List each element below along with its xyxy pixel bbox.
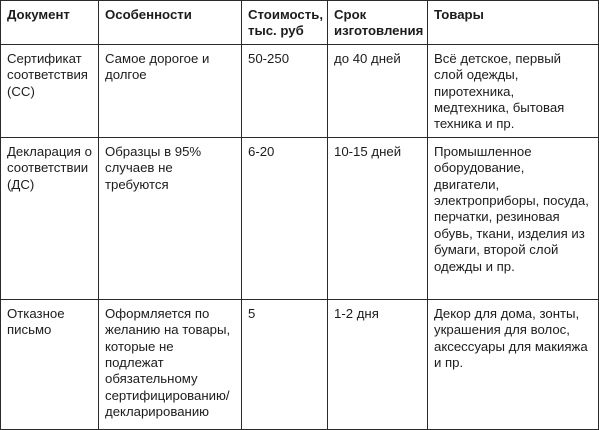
cell-goods: Декор для дома, зонты, украшения для волос, аксессуары для макияжа и пр. [428,299,599,429]
table-row [1,299,599,429]
cell-duration: 1-2 дня [328,299,428,429]
table-row [1,44,599,137]
cell-cost: 50-250 [242,44,328,137]
cell-features: Образцы в 95% случаев не требуются [99,137,242,299]
table-header-row [1,1,599,45]
cell-duration: до 40 дней [328,44,428,137]
header-cost: Стоимость, тыс. руб [242,1,328,45]
header-features: Особенности [99,1,242,45]
cell-document: Сертификат соответствия (СС) [1,44,99,137]
cell-goods: Промышленное оборудование, двигатели, электроприборы, посуда, перчатки, резиновая обувь, ткани, изделия из бумаги, второй слой одежды и пр. [428,137,599,299]
cell-document: Отказное письмо [1,299,99,429]
cell-goods: Всё детское, первый слой одежды, пиротехника, медтехника, бытовая техника и пр. [428,44,599,137]
header-goods: Товары [428,1,599,45]
cell-cost: 5 [242,299,328,429]
cell-document: Декларация о соответствии (ДС) [1,137,99,299]
header-document: Документ [1,1,99,45]
cell-cost: 6-20 [242,137,328,299]
table-row [1,137,599,299]
cell-features: Оформляется по желанию на товары, которые не подлежат обязательному сертифицированию/ декларированию [99,299,242,429]
header-duration: Срок изготовления [328,1,428,45]
cell-duration: 10-15 дней [328,137,428,299]
cell-features: Самое дорогое и долгое [99,44,242,137]
